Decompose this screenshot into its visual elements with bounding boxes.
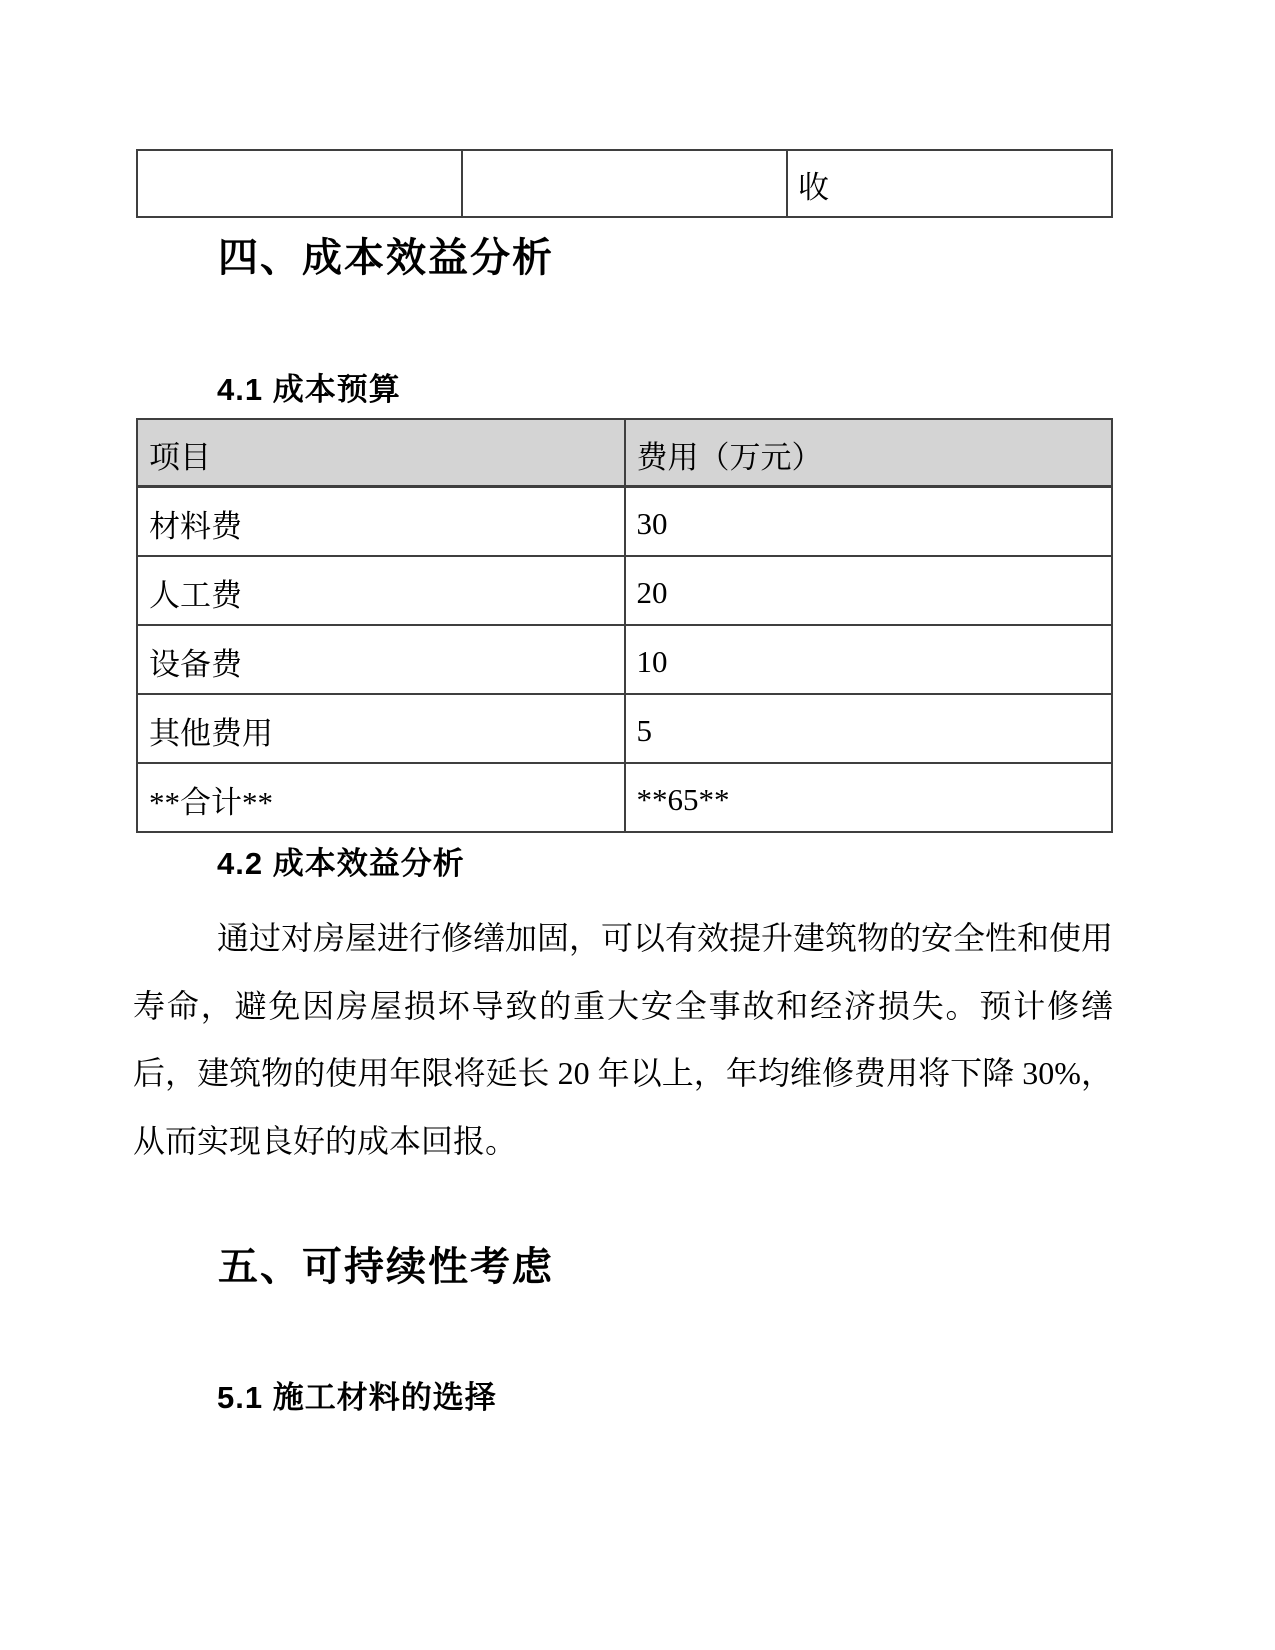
section-heading-4: 四、成本效益分析 — [218, 236, 554, 280]
section-heading-5: 五、可持续性考虑 — [218, 1245, 554, 1289]
table-cell-cost: 10 — [625, 625, 1113, 694]
carryover-table — [136, 149, 1113, 218]
column-header-cost: 费用（万元） — [625, 419, 1113, 487]
table-row — [137, 487, 1112, 557]
table-row — [137, 556, 1112, 625]
subheading-4-1: 4.1 成本预算 — [217, 372, 401, 407]
table-cell-item: 材料费 — [137, 487, 625, 557]
column-header-item: 项目 — [137, 419, 625, 487]
table-cell-cost: **65** — [625, 763, 1113, 832]
table-cell-cost: 20 — [625, 556, 1113, 625]
table-row — [137, 694, 1112, 763]
table-cell-cost: 5 — [625, 694, 1113, 763]
table-cell-item: 其他费用 — [137, 694, 625, 763]
cost-budget-table — [136, 418, 1113, 833]
table-row — [137, 625, 1112, 694]
table-cell-cost: 30 — [625, 487, 1113, 557]
table-header-row — [137, 419, 1112, 487]
table-row — [137, 150, 1112, 217]
table-cell-item: **合计** — [137, 763, 625, 832]
table-cell: 收 — [787, 150, 1112, 217]
table-cell-item: 设备费 — [137, 625, 625, 694]
table-cell — [137, 150, 462, 217]
subheading-4-2: 4.2 成本效益分析 — [217, 846, 465, 881]
table-row — [137, 763, 1112, 832]
table-cell — [462, 150, 787, 217]
body-paragraph: 通过对房屋进行修缮加固，可以有效提升建筑物的安全性和使用寿命，避免因房屋损坏导致的重大安全事故和经济损失。预计修缮后，建筑物的使用年限将延长 20 年以上，年均维修费用将下降 30%，从而实现良好的成本回报。 — [133, 920, 1114, 1159]
table-cell-item: 人工费 — [137, 556, 625, 625]
subheading-5-1: 5.1 施工材料的选择 — [217, 1380, 497, 1415]
